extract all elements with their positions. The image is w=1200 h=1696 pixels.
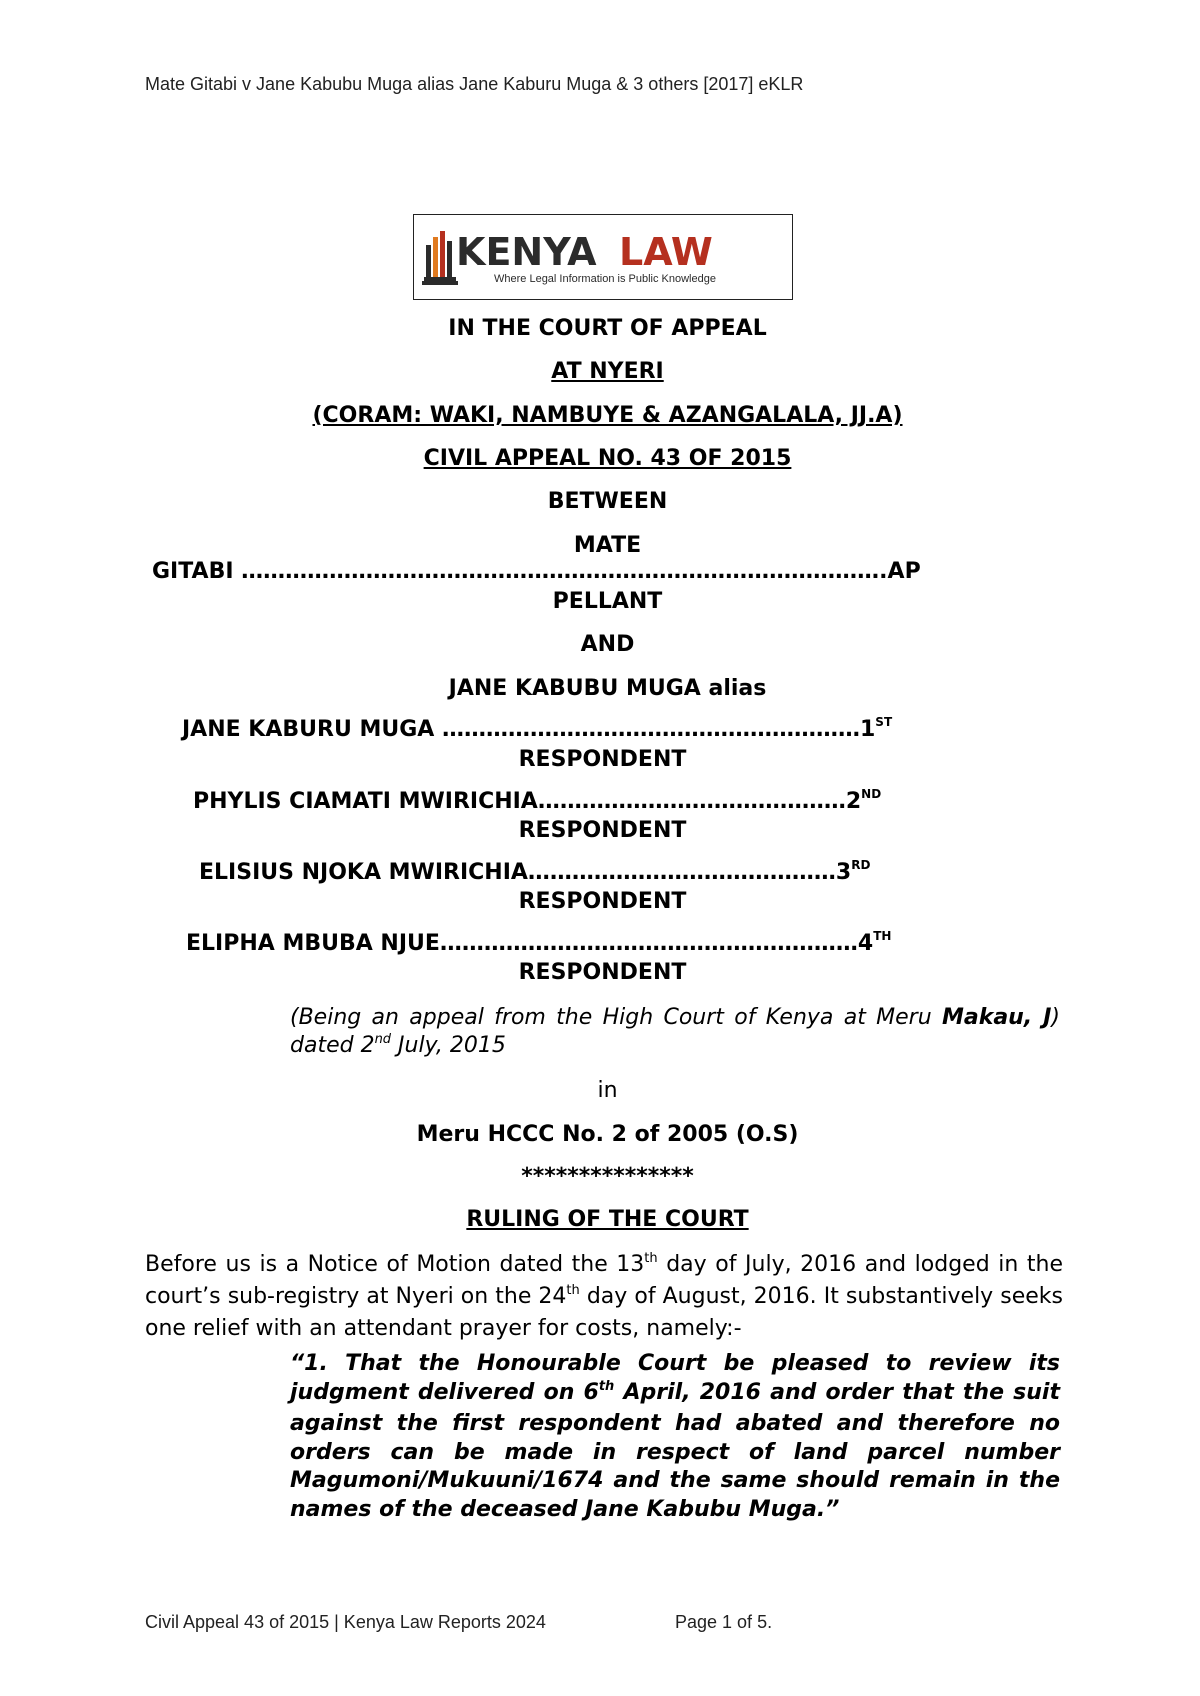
respondent-4-name: ELIPHA MBUBA NJUE…………………………………………………4TH bbox=[186, 929, 892, 956]
separator-stars: *************** bbox=[521, 1164, 694, 1189]
in-label: in bbox=[597, 1078, 618, 1103]
court-name: IN THE COURT OF APPEAL bbox=[448, 316, 767, 341]
and-label: AND bbox=[580, 632, 635, 657]
lower-court-case: Meru HCCC No. 2 of 2005 (O.S) bbox=[416, 1122, 799, 1147]
quoted-prayer: “1. That the Honourable Court be pleased to review its judgment delivered on 6th April, 2016 and order that the suit against the first respondent had abated and therefore no orders can be made in respect of land parcel number Magumoni/Mukuuni/1674 and the same should remain in the names of the deceased Jane Kabubu Muga.” bbox=[290, 1351, 1060, 1522]
footer-left: Civil Appeal 43 of 2015 | Kenya Law Reports 2024 bbox=[145, 1612, 546, 1632]
logo-text-kenya: KENYA bbox=[456, 230, 597, 274]
respondent-3-name: ELISIUS NJOKA MWIRICHIA……………………………………3RD bbox=[199, 858, 871, 885]
logo-tagline: Where Legal Information is Public Knowledge bbox=[494, 273, 716, 285]
kenya-law-logo bbox=[413, 214, 793, 300]
case-number: CIVIL APPEAL NO. 43 OF 2015 bbox=[423, 446, 792, 471]
between-label: BETWEEN bbox=[547, 489, 668, 514]
respondent-1-role: RESPONDENT bbox=[518, 747, 687, 772]
appellant-role: PELLANT bbox=[552, 589, 663, 614]
pillars-icon bbox=[422, 231, 458, 285]
coram: (CORAM: WAKI, NAMBUYE & AZANGALALA, JJ.A) bbox=[312, 403, 903, 428]
intro-paragraph: Before us is a Notice of Motion dated the 13th day of July, 2016 and lodged in the court’s sub-registry at Nyeri on the 24th day of August, 2016. It substantively seeks one relief with an attendant prayer for costs, namely:- bbox=[145, 1251, 1063, 1341]
respondents-intro: JANE KABUBU MUGA alias bbox=[448, 676, 767, 701]
running-header: Mate Gitabi v Jane Kabubu Muga alias Jane Kaburu Muga & 3 others [2017] eKLR bbox=[145, 74, 804, 94]
ruling-title: RULING OF THE COURT bbox=[466, 1207, 749, 1232]
respondent-2-role: RESPONDENT bbox=[518, 818, 687, 843]
appeal-note: (Being an appeal from the High Court of Kenya at Meru Makau, J) dated 2nd July, 2015 bbox=[290, 1005, 1060, 1058]
court-place: AT NYERI bbox=[551, 359, 664, 384]
logo-text-law: LAW bbox=[619, 230, 713, 274]
appellant-line2: GITABI …………………………………………………………………………….AP bbox=[152, 559, 921, 584]
respondent-4-role: RESPONDENT bbox=[518, 960, 687, 985]
page-number: Page 1 of 5. bbox=[675, 1612, 773, 1632]
respondent-1-name: JANE KABURU MUGA …………………………………………………1ST bbox=[182, 715, 893, 742]
appellant-line1: MATE bbox=[573, 533, 642, 558]
respondent-3-role: RESPONDENT bbox=[518, 889, 687, 914]
respondent-2-name: PHYLIS CIAMATI MWIRICHIA……………………………………2ND bbox=[193, 787, 882, 814]
